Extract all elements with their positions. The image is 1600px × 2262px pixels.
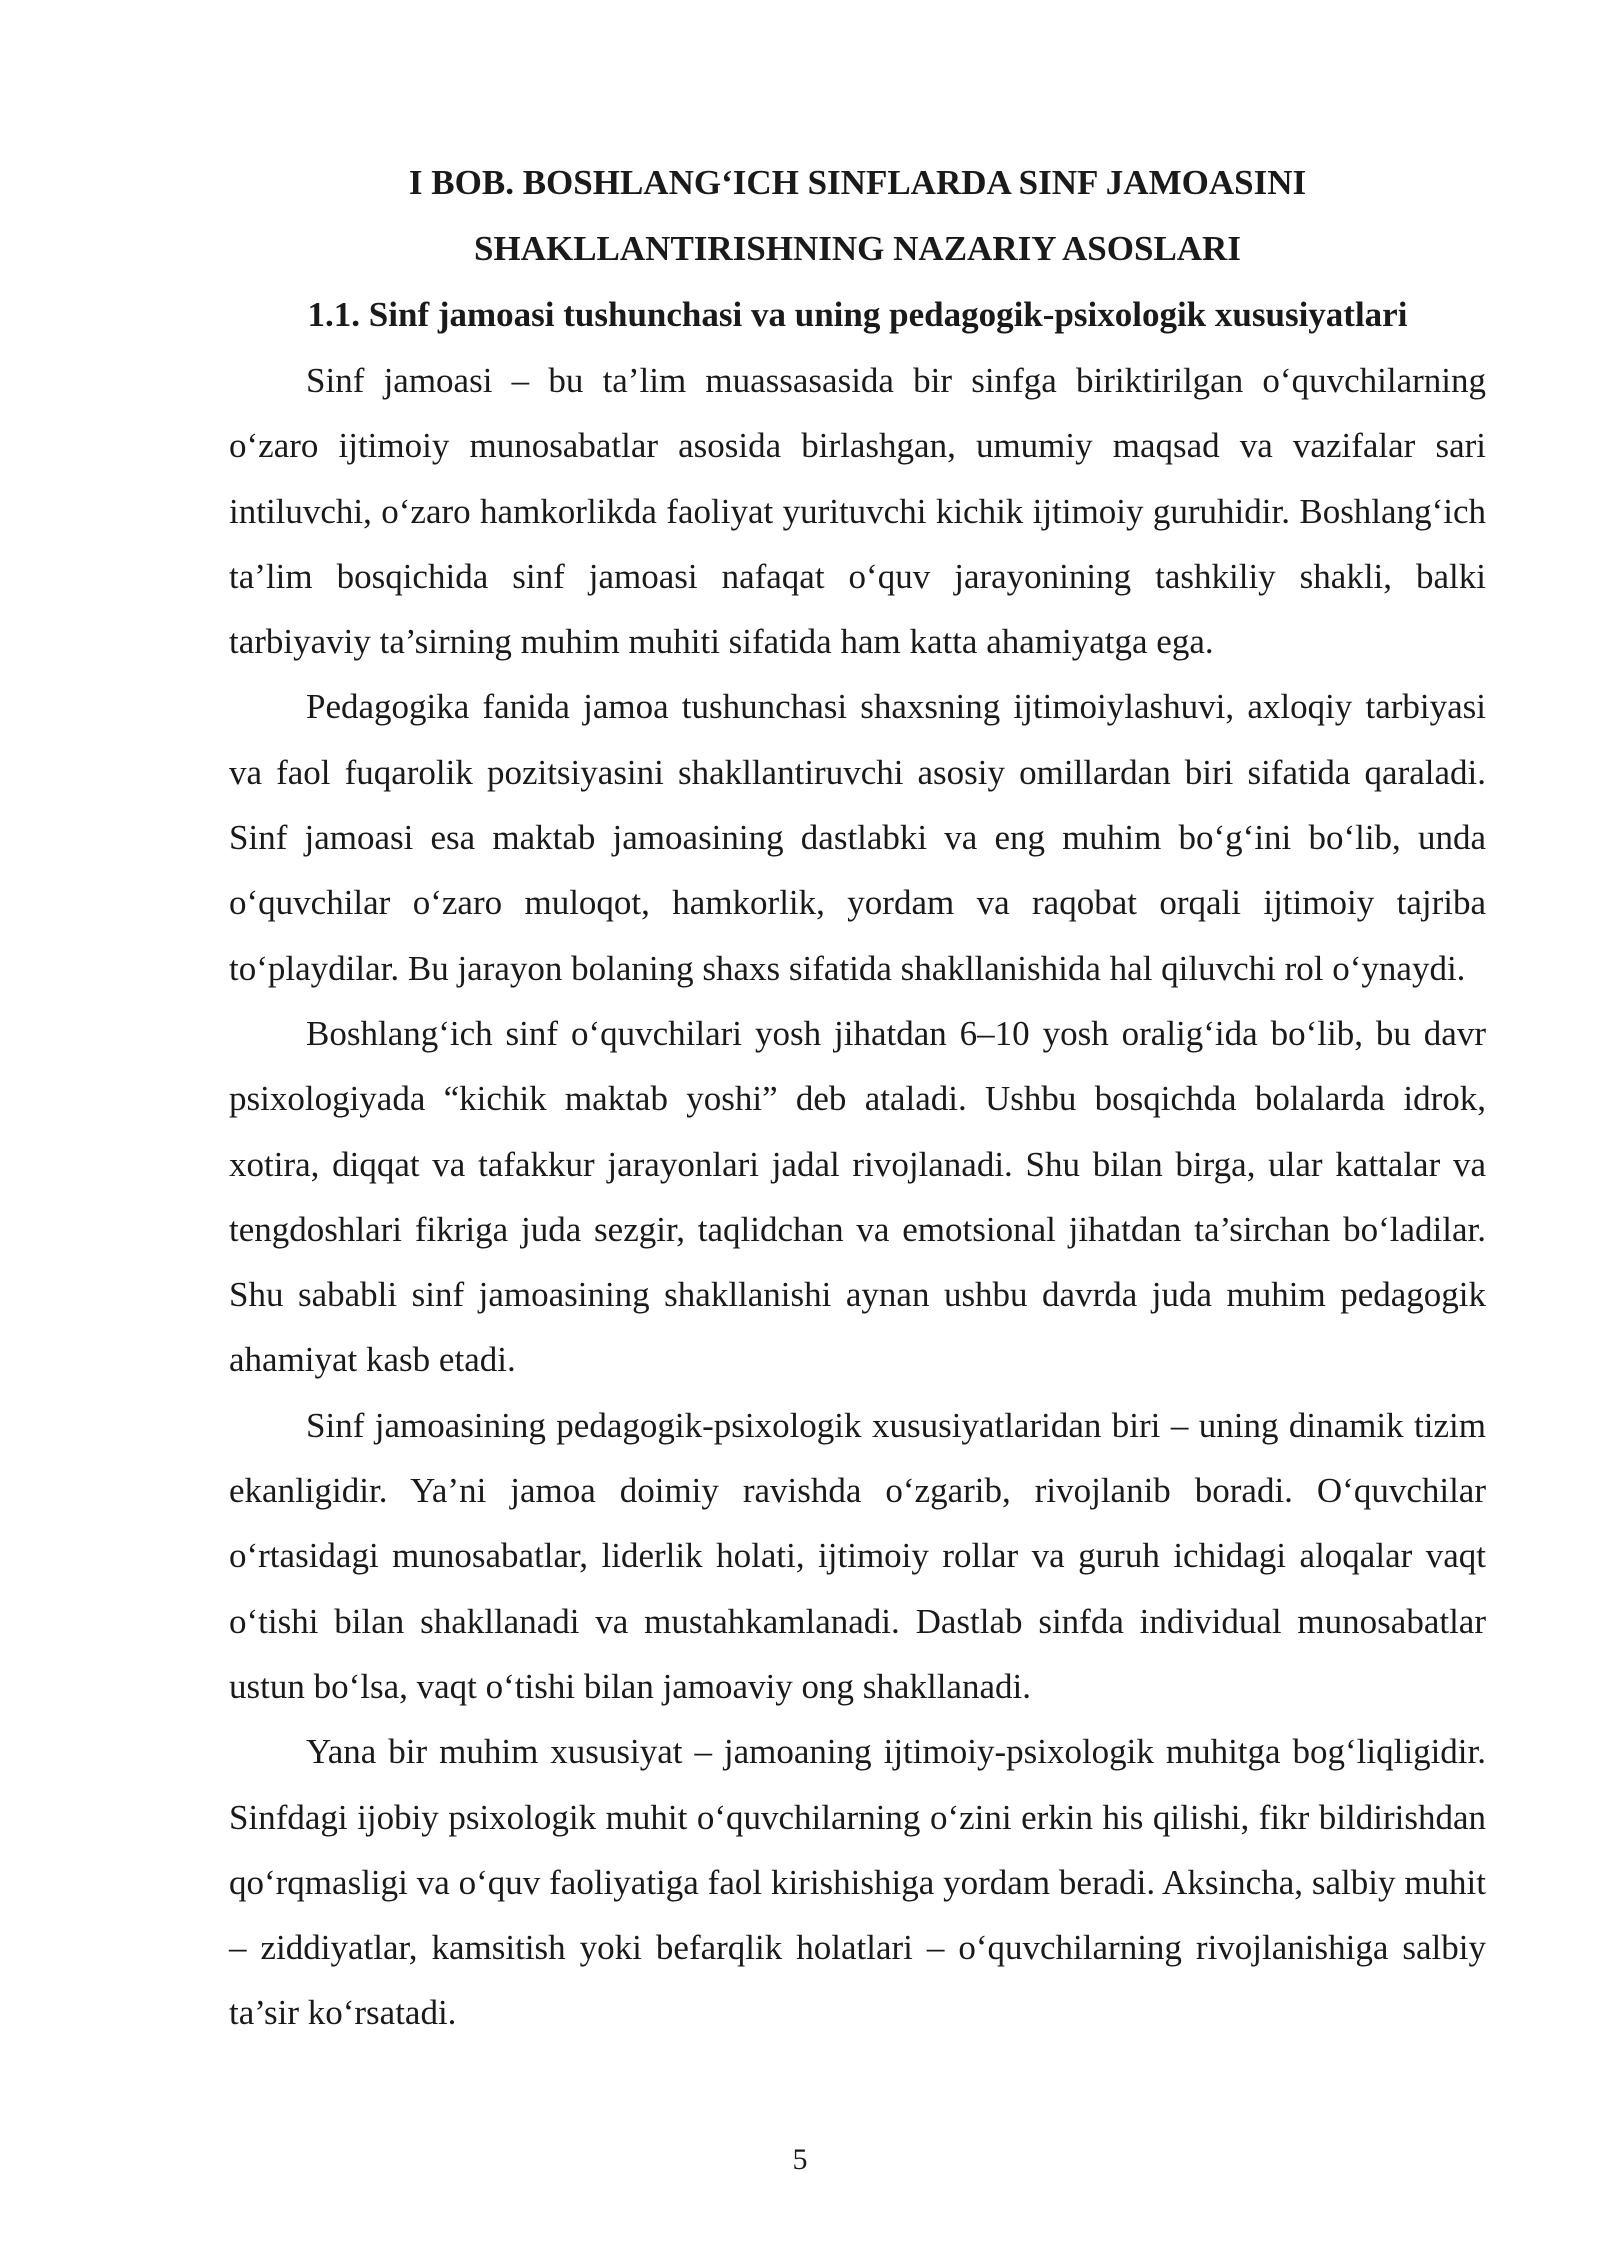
paragraph-3: Boshlang‘ich sinf o‘quvchilari yosh jihatdan 6–10 yosh oralig‘ida bo‘lib, bu davr psixologiyada “kichik maktab yoshi” deb ataladi. Ushbu bosqichda bolalarda idrok, xotira, diqqat va tafakkur jarayonlari jadal rivojlanadi. Shu bilan birga, ular kattalar va tengdoshlari fikriga juda sezgir, taqlidchan va emotsional jihatdan ta’sirchan bo‘ladilar. Shu sababli sinf jamoasining shakllanishi aynan ushbu davrda juda muhim pedagogik ahamiyat kasb etadi.: [229, 1013, 1486, 1380]
paragraph-5: Yana bir muhim xususiyat – jamoaning ijtimoiy-psixologik muhitga bog‘liqligidir. Sinfdagi ijobiy psixologik muhit o‘quvchilarning o‘zini erkin his qilishi, fikr bildirishdan qo‘rqmasligi va o‘quv faoliyatiga faol kirishishiga yordam beradi. Aksincha, salbiy muhit – ziddiyatlar, kamsitish yoki befarqlik holatlari – o‘quvchilarning rivojlanishiga salbiy ta’sir ko‘rsatadi.: [229, 1732, 1486, 2033]
paragraph-2: Pedagogika fanida jamoa tushunchasi shaxsning ijtimoiylashuvi, axloqiy tarbiyasi va faol fuqarolik pozitsiyasini shakllantiruvchi asosiy omillardan biri sifatida qaraladi. Sinf jamoasi esa maktab jamoasining dastlabki va eng muhim bo‘g‘ini bo‘lib, unda o‘quvchilar o‘zaro muloqot, hamkorlik, yordam va raqobat orqali ijtimoiy tajriba to‘playdilar. Bu jarayon bolaning shaxs sifatida shakllanishida hal qiluvchi rol o‘ynaydi.: [229, 687, 1486, 988]
page-content: [229, 150, 1486, 2046]
paragraph-1: Sinf jamoasi – bu ta’lim muassasasida bir sinfga biriktirilgan o‘quvchilarning o‘zaro ijtimoiy munosabatlar asosida birlashgan, umumiy maqsad va vazifalar sari intiluvchi, o‘zaro hamkorlikda faoliyat yurituvchi kichik ijtimoiy guruhidir. Boshlang‘ich ta’lim bosqichida sinf jamoasi nafaqat o‘quv jarayonining tashkiliy shakli, balki tarbiyaviy ta’sirning muhim muhiti sifatida ham katta ahamiyatga ega.: [229, 361, 1486, 662]
page-number: 5: [792, 2143, 808, 2176]
section-title: 1.1. Sinf jamoasi tushunchasi va uning pedagogik-psixologik xususiyatlari: [307, 295, 1408, 334]
paragraph-4: Sinf jamoasining pedagogik-psixologik xususiyatlaridan biri – uning dinamik tizim ekanligidir. Ya’ni jamoa doimiy ravishda o‘zgarib, rivojlanib boradi. O‘quvchilar o‘rtasidagi munosabatlar, liderlik holati, ijtimoiy rollar va guruh ichidagi aloqalar vaqt o‘tishi bilan shakllanadi va mustahkamlanadi. Dastlab sinfda individual munosabatlar ustun bo‘lsa, vaqt o‘tishi bilan jamoaviy ong shakllanadi.: [229, 1405, 1486, 1706]
chapter-title: I BOB. BOSHLANG‘ICH SINFLARDA SINF JAMOASINI SHAKLLANTIRISHNING NAZARIY ASOSLARI: [408, 163, 1307, 268]
